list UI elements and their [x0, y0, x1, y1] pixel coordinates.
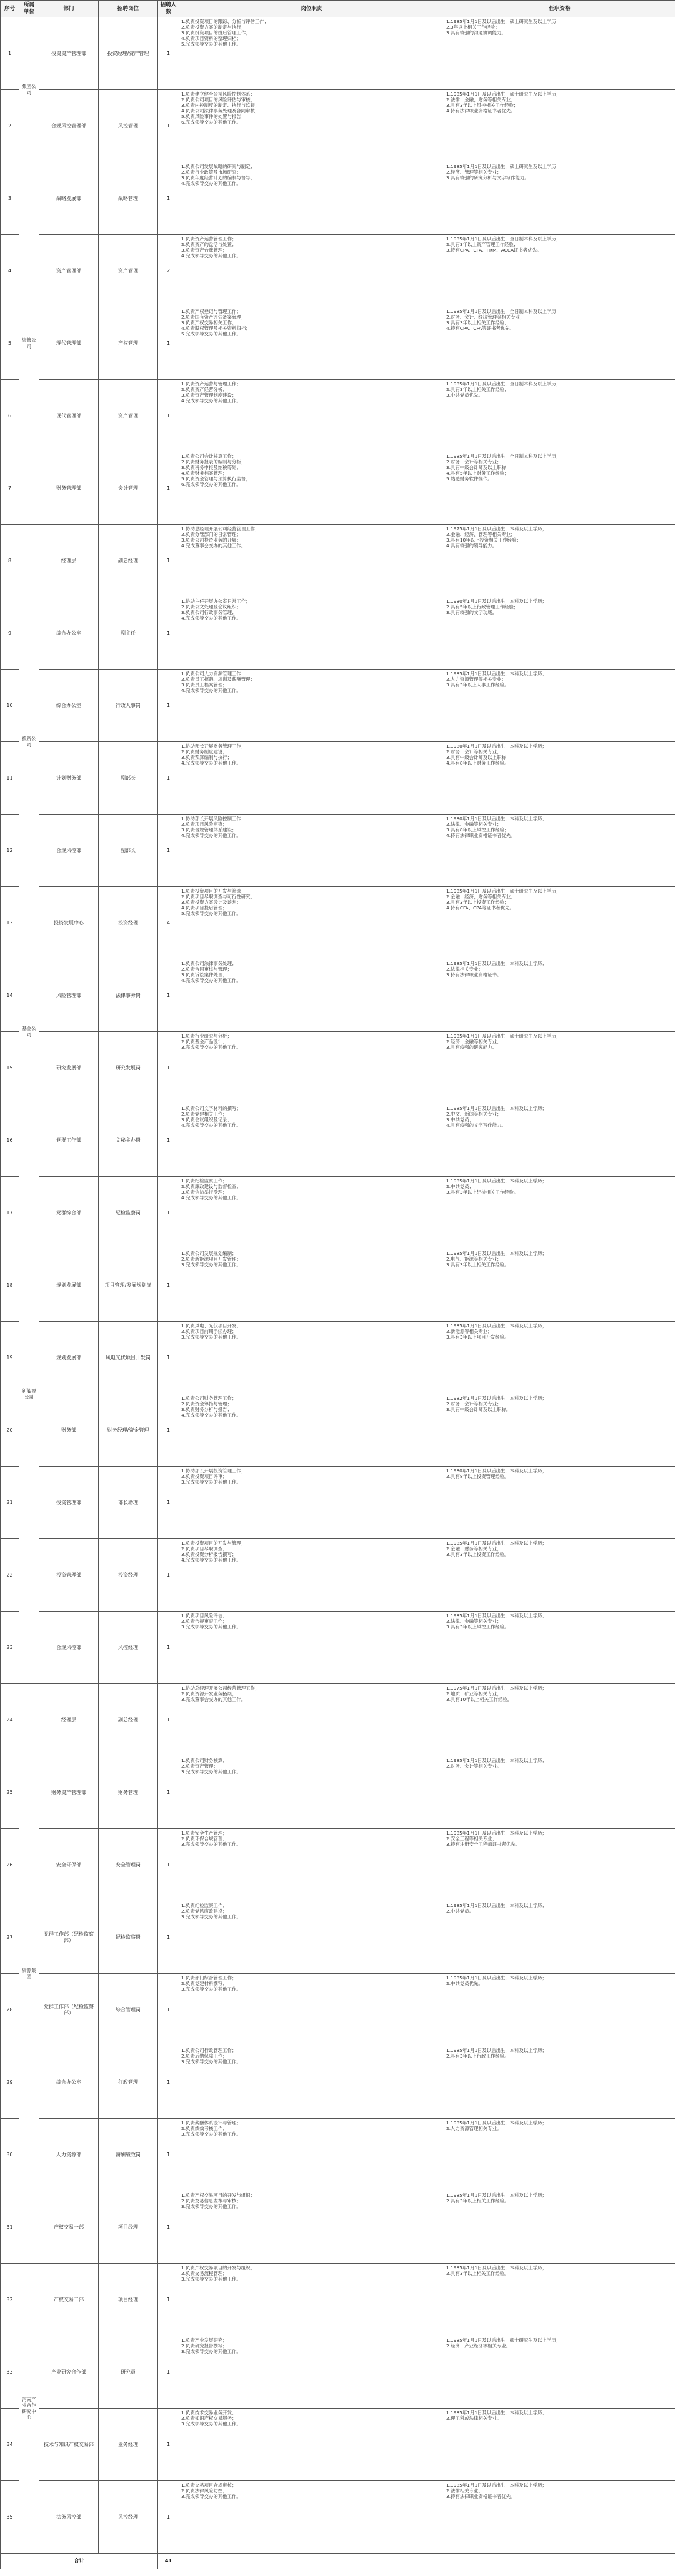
table-row	[1, 2046, 675, 2119]
post-requirement: 1.1985年1月1日及以后出生，本科及以上学历； 2.财务、会计等相关专业。	[444, 1756, 675, 1829]
post-duty: 1.协助部长开展风险控制工作； 2.负责项目风险审查； 3.负责合规管理体系建设； 4.完成领导交办的其他工作。	[179, 815, 444, 887]
row-number: 32	[1, 2264, 19, 2336]
department: 计划财务部	[39, 742, 99, 815]
row-number: 9	[1, 597, 19, 670]
row-number: 26	[1, 1829, 19, 1901]
post-requirement: 1.1985年1月1日及以后出生，本科及以上学历； 2.新能源等相关专业； 3.具有3年以上项目开发经验。	[444, 1322, 675, 1394]
post-name: 项目经理	[99, 2191, 158, 2264]
department: 资产管理部	[39, 235, 99, 307]
post-duty: 1.负责纪检监察工作； 2.负责党风廉政建设； 3.完成领导交办的其他工作。	[179, 1901, 444, 1974]
post-count: 1	[158, 452, 179, 525]
post-name: 副部长	[99, 742, 158, 815]
post-duty: 1.负责产业发展研究； 2.负责研究报告撰写； 3.完成领导交办的其他工作。	[179, 2336, 444, 2409]
unit-name: 投资公司	[19, 525, 39, 959]
post-name: 研究发展岗	[99, 1032, 158, 1104]
post-count: 1	[158, 2191, 179, 2264]
post-duty: 1.协助部长开展投资管理工作； 2.负责投资项目评审； 3.完成领导交办的其他工作。	[179, 1467, 444, 1539]
total-label: 合计	[1, 2554, 158, 2569]
department: 产权交易二部	[39, 2264, 99, 2336]
row-number: 15	[1, 1032, 19, 1104]
row-number: 18	[1, 1249, 19, 1322]
row-number: 4	[1, 235, 19, 307]
post-requirement: 1.1985年1月1日及以后出生，本科及以上学历； 2.中共党员优先。	[444, 1974, 675, 2046]
post-duty: 1.负责安全生产管理； 2.负责环保合规管理； 3.完成领导交办的其他工作。	[179, 1829, 444, 1901]
department: 投资管理部	[39, 1467, 99, 1539]
table-footer	[1, 2554, 675, 2569]
table-row	[1, 1756, 675, 1829]
row-number: 8	[1, 525, 19, 597]
row-number: 11	[1, 742, 19, 815]
post-count: 1	[158, 90, 179, 162]
post-name: 投资经理	[99, 887, 158, 959]
post-name: 财务经理/资金管理	[99, 1394, 158, 1467]
post-requirement: 1.1985年1月1日及以后出生，本科及以上学历； 2.法律、金融等相关专业； 3.具有3年以上风控工作经验。	[444, 1612, 675, 1684]
post-name: 会计管理	[99, 452, 158, 525]
table-row	[1, 307, 675, 380]
post-count: 1	[158, 1104, 179, 1177]
post-requirement: 1.1985年1月1日及以后出生，本科及以上学历； 2.中文、新闻等相关专业； 3.中共党员； 4.具有较强的文字写作能力。	[444, 1104, 675, 1177]
post-duty: 1.负责公司发展战略的研究与制定； 2.负责行业政策及市场研究； 3.负责年度经营计划的编制与督导； 4.完成领导交办的其他工作。	[179, 162, 444, 235]
post-name: 文秘主办岗	[99, 1104, 158, 1177]
department: 合规风控部	[39, 815, 99, 887]
unit-name: 资管公司	[19, 162, 39, 525]
table-row	[1, 90, 675, 162]
post-count: 1	[158, 307, 179, 380]
table-row	[1, 2481, 675, 2554]
post-requirement: 1.1985年1月1日及以后出生，全日制本科及以上学历； 2.财务、会计、经济管理等相关专业； 3.具有3年以上相关工作经验； 4.持有CPA、CFA等证书者优先。	[444, 307, 675, 380]
post-duty: 1.负责建立健全公司风险控制体系； 2.负责公司项目的风险评估与审核； 3.负责内控制度的制定、执行与监督； 4.负责公司法律事务处理及合同审核； 5.负责风险事件的处置与报告； 6.完成领导交办的其他工作。	[179, 90, 444, 162]
post-requirement: 1.1982年1月1日及以后出生，本科及以上学历； 2.财务、会计等相关专业； 3.具有中级会计师及以上职称。	[444, 1394, 675, 1467]
department: 产权交易一部	[39, 2191, 99, 2264]
department: 法务风控部	[39, 2481, 99, 2554]
post-name: 研究员	[99, 2336, 158, 2409]
post-name: 风控经理	[99, 1612, 158, 1684]
post-name: 风控管理	[99, 90, 158, 162]
post-requirement: 1.1985年1月1日及以后出生，本科及以上学历； 2.电气、能源等相关专业； 3.具有3年以上相关工作经验。	[444, 1249, 675, 1322]
table-row	[1, 525, 675, 597]
table-row	[1, 1901, 675, 1974]
department: 综合办公室	[39, 2046, 99, 2119]
post-duty: 1.负责产权交易项目的开发与组织； 2.负责交易信息发布与审核； 3.完成领导交办的其他工作。	[179, 2191, 444, 2264]
table-row	[1, 1322, 675, 1394]
department: 财务部	[39, 1394, 99, 1467]
post-count: 1	[158, 1177, 179, 1249]
post-requirement: 1.1980年1月1日及以后出生，本科及以上学历； 2.具有8年以上投资管理经验。	[444, 1467, 675, 1539]
post-requirement: 1.1985年1月1日及以后出生，本科及以上学历； 2.理工科或法律相关专业。	[444, 2409, 675, 2481]
post-duty: 1.负责资产运营管理工作； 2.负责资产的盘活与处置； 3.负责资产台账管理； 4.完成领导交办的其他工作。	[179, 235, 444, 307]
post-duty: 1.负责公司行政管理工作； 2.负责后勤保障工作； 3.完成领导交办的其他工作。	[179, 2046, 444, 2119]
table-row	[1, 1539, 675, 1612]
unit-name: 新能源公司	[19, 1104, 39, 1684]
post-count: 1	[158, 1829, 179, 1901]
post-duty: 1.负责公司人力资源管理工作； 2.负责员工招聘、培训及薪酬管理； 3.负责员工档案管理； 4.完成领导交办的其他工作。	[179, 670, 444, 742]
row-number: 31	[1, 2191, 19, 2264]
post-duty: 1.协助总经理开展公司经营管理工作； 2.负责资源开发业务拓展； 3.完成董事会交办的其他工作。	[179, 1684, 444, 1756]
post-count: 1	[158, 670, 179, 742]
row-number: 1	[1, 17, 19, 90]
department: 规划发展部	[39, 1322, 99, 1394]
total-count: 41	[158, 2554, 179, 2569]
department: 党群综合部	[39, 1177, 99, 1249]
department: 人力资源部	[39, 2119, 99, 2191]
row-number: 24	[1, 1684, 19, 1756]
department: 投资管理部	[39, 1539, 99, 1612]
post-count: 1	[158, 1539, 179, 1612]
department: 经理层	[39, 525, 99, 597]
table-row	[1, 1467, 675, 1539]
table-row	[1, 1032, 675, 1104]
post-count: 1	[158, 2481, 179, 2554]
post-count: 1	[158, 742, 179, 815]
table-row	[1, 959, 675, 1032]
department: 综合办公室	[39, 670, 99, 742]
post-requirement: 1.1985年1月1日及以后出生，本科及以上学历； 2.人力资源管理相关专业。	[444, 2119, 675, 2191]
post-duty: 1.负责投资项目的开发与管理； 2.负责项目尽职调查； 3.负责投资分析报告撰写； 4.完成领导交办的其他工作。	[179, 1539, 444, 1612]
table-row	[1, 742, 675, 815]
table-row	[1, 1829, 675, 1901]
row-number: 10	[1, 670, 19, 742]
table-row	[1, 162, 675, 235]
table-row	[1, 2336, 675, 2409]
table-row	[1, 2191, 675, 2264]
post-name: 风控经理	[99, 2481, 158, 2554]
table-row	[1, 1177, 675, 1249]
post-duty: 1.负责项目风险评估； 2.负责合规审查工作； 3.完成领导交办的其他工作。	[179, 1612, 444, 1684]
row-number: 12	[1, 815, 19, 887]
post-count: 1	[158, 2264, 179, 2336]
post-requirement: 1.1985年1月1日及以后出生，本科及以上学历； 2.法律相关专业； 3.持有法律职业资格证书。	[444, 959, 675, 1032]
post-requirement: 1.1985年1月1日及以后出生，硕士研究生及以上学历； 2.金融、经济、财务等相关专业； 3.具有3年以上投资工作经验； 4.持有CFA、CPA等证书者优先。	[444, 887, 675, 959]
post-requirement: 1.1980年1月1日及以后出生，本科及以上学历； 2.法律、金融等相关专业； 3.具有8年以上风控工作经验； 4.持有法律职业资格证书者优先。	[444, 815, 675, 887]
total-req-blank	[444, 2554, 675, 2569]
post-name: 行政管理	[99, 2046, 158, 2119]
row-number: 22	[1, 1539, 19, 1612]
post-count: 1	[158, 17, 179, 90]
post-requirement: 1.1985年1月1日及以后出生，硕士研究生及以上学历； 2.经济、金融等相关专业； 3.具有较强的研究能力。	[444, 1032, 675, 1104]
unit-name: 资源集团	[19, 1684, 39, 2264]
post-count: 1	[158, 525, 179, 597]
post-name: 法律事务岗	[99, 959, 158, 1032]
department: 风险管理部	[39, 959, 99, 1032]
table-row	[1, 2409, 675, 2481]
table-row	[1, 452, 675, 525]
post-requirement: 1.1975年1月1日及以后出生，本科及以上学历； 2.金融、经济、管理等相关专业； 3.具有10年以上投资相关工作经验； 4.具有较强的领导能力。	[444, 525, 675, 597]
post-requirement: 1.1985年1月1日及以后出生，本科及以上学历； 2.安全工程等相关专业； 3.持有注册安全工程师证书者优先。	[444, 1829, 675, 1901]
post-count: 1	[158, 1901, 179, 1974]
row-number: 30	[1, 2119, 19, 2191]
post-duty: 1.负责产权交易项目的开发与组织； 2.负责交易流程管理； 3.完成领导交办的其他工作。	[179, 2264, 444, 2336]
post-name: 业务经理	[99, 2409, 158, 2481]
post-duty: 1.负责纪检监察工作； 2.负责廉政建设与监督检查； 3.负责信访举报受理； 4.完成领导交办的其他工作。	[179, 1177, 444, 1249]
post-name: 薪酬绩效岗	[99, 2119, 158, 2191]
post-duty: 1.负责交易项目合规审核； 2.负责法律风险防控； 3.完成领导交办的其他工作。	[179, 2481, 444, 2554]
post-name: 风电光伏项目开发岗	[99, 1322, 158, 1394]
header-col-5: 岗位职责	[179, 1, 444, 17]
post-requirement: 1.1985年1月1日及以后出生，硕士研究生及以上学历； 2.经济、管理等相关专业； 3.具有较强的研究分析与文字写作能力。	[444, 162, 675, 235]
post-duty: 1.负责投资项目的开发与筛选； 2.负责项目尽职调查与可行性研究； 3.负责投资方案设计及谈判； 4.负责项目投后管理； 5.完成领导交办的其他工作。	[179, 887, 444, 959]
department: 财务管理部	[39, 452, 99, 525]
row-number: 3	[1, 162, 19, 235]
post-name: 纪检监察岗	[99, 1177, 158, 1249]
row-number: 2	[1, 90, 19, 162]
row-number: 5	[1, 307, 19, 380]
department: 综合办公室	[39, 597, 99, 670]
department: 合规风控部	[39, 1612, 99, 1684]
post-duty: 1.负责薪酬体系设计与管理； 2.负责绩效考核工作； 3.完成领导交办的其他工作。	[179, 2119, 444, 2191]
post-name: 副总经理	[99, 525, 158, 597]
table-row	[1, 815, 675, 887]
post-requirement: 1.1985年1月1日及以后出生，全日制本科及以上学历； 2.具有3年以上相关工作经验； 3.中共党员优先。	[444, 380, 675, 452]
post-name: 行政人事岗	[99, 670, 158, 742]
post-duty: 1.负责公司会计核算工作； 2.负责财务报表的编制与分析； 3.负责税务申报及纳税筹划； 4.负责财务档案管理； 5.负责资金管理与预算执行监督； 6.完成领导交办的其他工作。	[179, 452, 444, 525]
unit-name: 河南产业合作研究中心	[19, 2264, 39, 2554]
post-requirement: 1.1985年1月1日及以后出生，硕士研究生及以上学历； 2.经济、产业经济等相关专业。	[444, 2336, 675, 2409]
department: 现代管理部	[39, 380, 99, 452]
header-col-6: 任职资格	[444, 1, 675, 17]
department: 经理层	[39, 1684, 99, 1756]
row-number: 25	[1, 1756, 19, 1829]
table-row	[1, 887, 675, 959]
post-requirement: 1.1980年1月1日及以后出生，本科及以上学历； 2.财务、会计等相关专业； 3.具有中级会计师及以上职称； 4.具有8年以上财务工作经验。	[444, 742, 675, 815]
post-duty: 1.负责公司发展规划编制； 2.负责新能源项目开发管理； 3.完成领导交办的其他工作。	[179, 1249, 444, 1322]
row-number: 14	[1, 959, 19, 1032]
row-number: 20	[1, 1394, 19, 1467]
post-requirement: 1.1985年1月1日及以后出生，本科及以上学历； 2.金融、财务等相关专业； 3.具有3年以上投资工作经验。	[444, 1539, 675, 1612]
total-duty-blank	[179, 2554, 444, 2569]
post-count: 1	[158, 1612, 179, 1684]
post-count: 2	[158, 235, 179, 307]
table-row	[1, 2264, 675, 2336]
row-number: 16	[1, 1104, 19, 1177]
post-requirement: 1.1985年1月1日及以后出生，本科及以上学历； 2.具有3年以上行政工作经验。	[444, 2046, 675, 2119]
post-duty: 1.负责行业研究与分析； 2.负责基金产品设计； 3.完成领导交办的其他工作。	[179, 1032, 444, 1104]
row-number: 34	[1, 2409, 19, 2481]
post-duty: 1.负责投资项目的跟踪、分析与评估工作； 2.负责投资方案的制定与执行； 3.负责投资项目的投后管理工作； 4.负责项目资料的整理归档； 5.完成领导交办的其他工作。	[179, 17, 444, 90]
post-requirement: 1.1985年1月1日及以后出生，本科及以上学历； 2.法律相关专业； 3.持有法律职业资格证书者优先。	[444, 2481, 675, 2554]
post-count: 1	[158, 380, 179, 452]
post-count: 1	[158, 959, 179, 1032]
post-name: 产权管理	[99, 307, 158, 380]
post-duty: 1.负责公司文字材料的撰写； 2.负责党建相关工作； 3.负责会议组织及记录； 4.完成领导交办的其他工作。	[179, 1104, 444, 1177]
department: 战略发展部	[39, 162, 99, 235]
header-col-1: 所属单位	[19, 1, 39, 17]
post-name: 副总经理	[99, 1684, 158, 1756]
row-number: 17	[1, 1177, 19, 1249]
post-count: 1	[158, 2336, 179, 2409]
post-requirement: 1.1985年1月1日及以后出生，本科及以上学历； 2.具有3年以上相关工作经验。	[444, 2264, 675, 2336]
post-name: 资产管理	[99, 235, 158, 307]
header-col-3: 招聘岗位	[99, 1, 158, 17]
post-count: 1	[158, 1322, 179, 1394]
post-duty: 1.负责部门综合管理工作； 2.负责党建材料撰写； 3.完成领导交办的其他工作。	[179, 1974, 444, 2046]
post-name: 项目管理/发展规划岗	[99, 1249, 158, 1322]
post-count: 1	[158, 1394, 179, 1467]
post-name: 副主任	[99, 597, 158, 670]
table-row	[1, 17, 675, 90]
table-header	[1, 1, 675, 17]
post-count: 1	[158, 815, 179, 887]
department: 规划发展部	[39, 1249, 99, 1322]
table-row	[1, 1394, 675, 1467]
post-count: 1	[158, 1467, 179, 1539]
table-row	[1, 1684, 675, 1756]
department: 投资发展中心	[39, 887, 99, 959]
post-duty: 1.协助主任开展办公室日常工作； 2.负责公文处理及会议组织； 3.负责公司行政事务管理； 4.完成领导交办的其他工作。	[179, 597, 444, 670]
post-name: 安全管理岗	[99, 1829, 158, 1901]
post-count: 1	[158, 597, 179, 670]
post-duty: 1.负责产权登记与管理工作； 2.负责国有资产评估备案管理； 3.负责产权交易相关工作； 4.负责股权管理及相关资料归档； 5.完成领导交办的其他工作。	[179, 307, 444, 380]
row-number: 13	[1, 887, 19, 959]
department: 产业研究合作部	[39, 2336, 99, 2409]
department: 研究发展部	[39, 1032, 99, 1104]
post-duty: 1.负责风电、光伏项目开发； 2.负责项目前期手续办理； 3.完成领导交办的其他工作。	[179, 1322, 444, 1394]
department: 合规风控管理部	[39, 90, 99, 162]
post-duty: 1.协助部长开展财务管理工作； 2.负责财务制度建设； 3.负责预算编制与执行； 4.完成领导交办的其他工作。	[179, 742, 444, 815]
post-requirement: 1.1985年1月1日及以后出生，本科及以上学历； 2.中共党员； 3.具有3年以上纪检相关工作经验。	[444, 1177, 675, 1249]
post-count: 1	[158, 1684, 179, 1756]
department: 投资资产管理部	[39, 17, 99, 90]
department: 技术与知识产权交易部	[39, 2409, 99, 2481]
table-row	[1, 380, 675, 452]
post-name: 部长助理	[99, 1467, 158, 1539]
table-row	[1, 1249, 675, 1322]
post-count: 1	[158, 2409, 179, 2481]
unit-name: 集团公司	[19, 17, 39, 162]
post-requirement: 1.1985年1月1日及以后出生，本科及以上学历； 2.人力资源管理等相关专业； 3.具有3年以上人事工作经验。	[444, 670, 675, 742]
post-requirement: 1.1985年1月1日及以后出生，全日制本科及以上学历； 2.具有3年以上资产管理工作经验； 3.持有CPA、CFA、FRM、ACCA证书者优先。	[444, 235, 675, 307]
post-duty: 1.负责资产运营与管理工作； 2.负责资产经营分析； 3.负责资产管理制度建设； 4.完成领导交办的其他工作。	[179, 380, 444, 452]
post-name: 财务管理	[99, 1756, 158, 1829]
department: 现代管理部	[39, 307, 99, 380]
header-col-0: 序号	[1, 1, 19, 17]
post-count: 4	[158, 887, 179, 959]
row-number: 33	[1, 2336, 19, 2409]
post-count: 1	[158, 1974, 179, 2046]
post-count: 1	[158, 1756, 179, 1829]
post-name: 资产管理	[99, 380, 158, 452]
post-name: 投资经理	[99, 1539, 158, 1612]
post-count: 1	[158, 1249, 179, 1322]
post-requirement: 1.1980年1月1日及以后出生，本科及以上学历； 2.具有5年以上行政管理工作经验； 3.具有较强的文字功底。	[444, 597, 675, 670]
post-requirement: 1.1985年1月1日及以后出生，全日制本科及以上学历； 2.财务、会计等相关专业； 3.具有中级会计师及以上职称； 4.具有5年以上财务工作经验； 5.熟悉财务软件操作。	[444, 452, 675, 525]
table-body	[1, 17, 675, 2554]
table-row	[1, 1974, 675, 2046]
post-name: 项目经理	[99, 2264, 158, 2336]
row-number: 23	[1, 1612, 19, 1684]
post-requirement: 1.1985年1月1日及以后出生，硕士研究生及以上学历； 2.法律、金融、财务等相关专业； 3.具有3年以上风控相关工作经验； 4.持有法律职业资格证书者优先。	[444, 90, 675, 162]
table-row	[1, 670, 675, 742]
post-count: 1	[158, 2119, 179, 2191]
row-number: 19	[1, 1322, 19, 1394]
post-name: 投资经理/资产管理	[99, 17, 158, 90]
department: 党群工作部	[39, 1104, 99, 1177]
post-name: 纪检监察岗	[99, 1901, 158, 1974]
table-row	[1, 1612, 675, 1684]
post-count: 1	[158, 1032, 179, 1104]
post-duty: 1.负责公司法律事务处理； 2.负责合同审核与管理； 3.负责诉讼案件处理； 4.完成领导交办的其他工作。	[179, 959, 444, 1032]
post-count: 1	[158, 2046, 179, 2119]
row-number: 6	[1, 380, 19, 452]
table-row	[1, 2119, 675, 2191]
post-requirement: 1.1985年1月1日及以后出生，本科及以上学历； 2.具有3年以上相关工作经验。	[444, 2191, 675, 2264]
row-number: 7	[1, 452, 19, 525]
department: 财务资产管理部	[39, 1756, 99, 1829]
post-name: 战略管理	[99, 162, 158, 235]
row-number: 21	[1, 1467, 19, 1539]
header-col-2: 部门	[39, 1, 99, 17]
row-number: 28	[1, 1974, 19, 2046]
post-name: 副部长	[99, 815, 158, 887]
post-requirement: 1.1975年1月1日及以后出生，本科及以上学历； 2.地质、矿业等相关专业； 3.具有10年以上相关工作经验。	[444, 1684, 675, 1756]
table-row	[1, 235, 675, 307]
post-requirement: 1.1985年1月1日及以后出生，硕士研究生及以上学历； 2.3年以上相关工作经验； 3.具有较强的沟通协调能力。	[444, 17, 675, 90]
department: 安全环保部	[39, 1829, 99, 1901]
row-number: 29	[1, 2046, 19, 2119]
unit-name: 基金公司	[19, 959, 39, 1104]
post-duty: 1.负责公司财务管理工作； 2.负责资金筹措与管理； 3.负责财务分析与报告； 4.完成领导交办的其他工作。	[179, 1394, 444, 1467]
post-name: 综合管理岗	[99, 1974, 158, 2046]
row-number: 27	[1, 1901, 19, 1974]
post-count: 1	[158, 162, 179, 235]
department: 党群工作部（纪检监察部）	[39, 1901, 99, 1974]
post-duty: 1.协助总经理开展公司经营管理工作； 2.负责分管部门的日常管理； 3.负责公司投资业务的开展； 4.完成董事会交办的其他工作。	[179, 525, 444, 597]
post-duty: 1.负责技术交易业务开发； 2.负责知识产权交易服务； 3.完成领导交办的其他工作。	[179, 2409, 444, 2481]
post-requirement: 1.1985年1月1日及以后出生，本科及以上学历； 2.中共党员。	[444, 1901, 675, 1974]
table-row	[1, 1104, 675, 1177]
table-row	[1, 597, 675, 670]
post-duty: 1.负责公司财务核算； 2.负责资产管理； 3.完成领导交办的其他工作。	[179, 1756, 444, 1829]
header-col-4: 招聘人数	[158, 1, 179, 17]
row-number: 35	[1, 2481, 19, 2554]
department: 党群工作部（纪检监察部）	[39, 1974, 99, 2046]
